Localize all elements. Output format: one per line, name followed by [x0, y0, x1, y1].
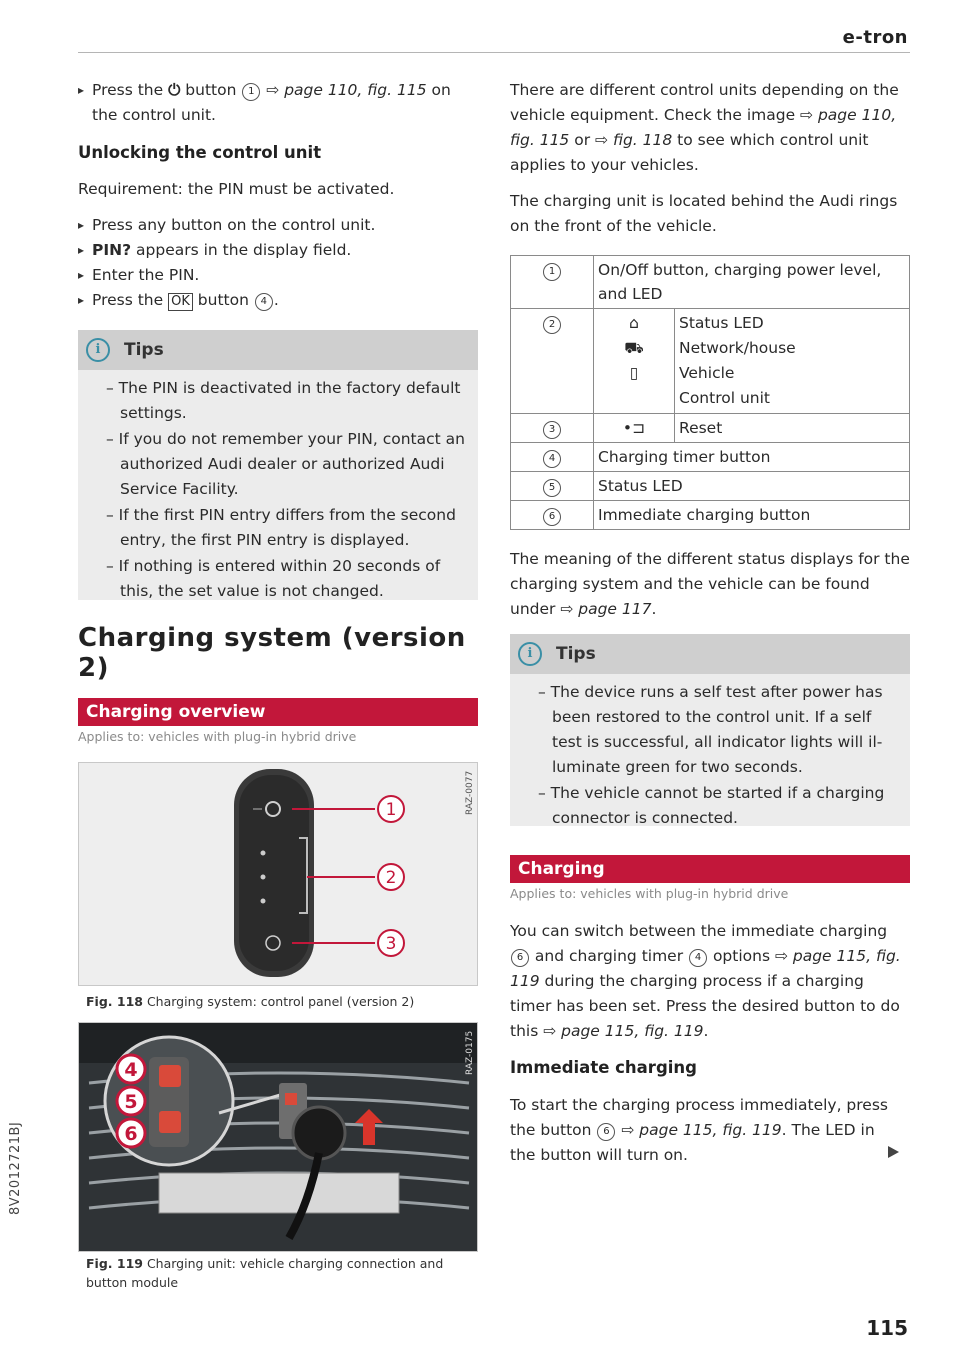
section-title: Charging system (version 2) — [78, 623, 466, 683]
charging-heading-bar: Charging — [510, 855, 910, 883]
switch-options-paragraph: You can switch between the immediate charging 6 and charging timer 4 options ⇨ page 115, fig. 119 during the charging process if a charging timer has been set. Press the desired button to do this ⇨ page 115, fig. 119. — [510, 922, 901, 1040]
step-item: ▸ Press any button on the control unit. — [78, 213, 478, 238]
header-rule — [78, 52, 910, 53]
fig119-callout: 5 — [124, 1091, 138, 1113]
ok-key: OK — [168, 293, 193, 311]
page-ref-link[interactable]: page 115, fig. 119 — [561, 1022, 704, 1040]
figure-119-charging-unit — [78, 1022, 478, 1252]
tip-item: – The PIN is deactivated in the factory default settings. — [106, 379, 461, 422]
control-units-paragraph: There are different control units depending on the vehicle equipment. Check the image ⇨ page 110, fig. 115 or ⇨ fig. 118 to see which control unit applies to your vehicles. — [510, 81, 899, 174]
power-icon: ⏻ — [168, 81, 181, 99]
callout-4: 4 — [255, 293, 273, 311]
status-displays-paragraph: The meaning of the different status displays for the charging system and the vehicle can be found under ⇨ page 117. — [510, 550, 910, 618]
page-ref-link[interactable]: page 115, fig. 119 — [639, 1121, 782, 1139]
figure-code: RAZ-0175 — [465, 1030, 475, 1075]
figure-118-caption: Fig. 118 Charging system: control panel (version 2) — [86, 994, 415, 1009]
overview-heading-bar: Charging overview — [78, 698, 478, 726]
applies-note: Applies to: vehicles with plug-in hybrid drive — [510, 886, 789, 901]
document-code: 8V2012721BJ — [8, 1121, 23, 1215]
tip-item: – If you do not remember your PIN, contact an authorized Audi dealer or authorized Audi Service Facility. — [106, 430, 465, 498]
info-icon: i — [86, 338, 110, 362]
unlock-steps — [78, 213, 478, 313]
callout-1: 1 — [242, 83, 260, 101]
unlock-heading: Unlocking the control unit — [78, 143, 322, 162]
control-panel-illustration — [79, 763, 477, 985]
table-row: 6 Immediate charging button — [511, 501, 910, 530]
fig118-callout: 1 — [385, 800, 397, 820]
control-unit-icon: ▯ — [629, 364, 639, 382]
vehicle-icon: ⛟ — [624, 339, 644, 357]
reset-icon: •⊐ — [594, 414, 675, 443]
charging-unit-location: The charging unit is located behind the Audi rings on the front of the vehicle. — [510, 192, 898, 235]
tips-box — [510, 634, 910, 826]
requirement-text: Requirement: the PIN must be activated. — [78, 180, 395, 198]
immediate-charging-heading: Immediate charging — [510, 1058, 697, 1077]
page-ref-link[interactable]: page 115, fig. 119 — [510, 947, 901, 990]
tip-item: – If nothing is entered within 20 seconds of this, the set value is not changed. — [106, 557, 441, 600]
tip-item: – The device runs a self test after power has been restored to the control unit. If a self test is successful, all indicator lights will illuminate green for two seconds. — [538, 683, 883, 776]
running-header: e-tron — [842, 27, 908, 48]
immediate-charging-paragraph: To start the charging process immediately, press the button 6 ⇨ page 115, fig. 119. The LED in the button will turn on. — [510, 1096, 888, 1164]
page-ref-link[interactable]: page 110, fig. 115 — [510, 106, 897, 149]
charging-unit-illustration — [79, 1023, 477, 1251]
info-icon: i — [518, 642, 542, 666]
table-row: 4 Charging timer button — [511, 443, 910, 472]
figure-119-caption: Fig. 119 Charging unit: vehicle charging connection and button module — [86, 1256, 444, 1290]
tip-item: – The vehicle cannot be started if a charging connector is connected. — [538, 784, 885, 827]
control-legend-table — [510, 255, 910, 530]
tips-header: i Tips — [510, 634, 910, 674]
step-item: ▸ Press the OK button 4 . — [78, 288, 478, 313]
figure-code: RAZ-0077 — [465, 770, 475, 815]
table-row: 1 On/Off button, charging power level, and LED — [511, 256, 910, 309]
continue-arrow-icon — [888, 1146, 899, 1158]
page-ref-link[interactable]: page 110, fig. 115 — [284, 81, 427, 99]
figure-ref-link[interactable]: fig. 118 — [612, 131, 673, 149]
network-house-icon: ⌂ — [629, 314, 639, 332]
table-row: 3 •⊐ Reset — [511, 414, 910, 443]
power-instruction: ▸ Press the ⏻ button 1 ⇨ page 110, fig. 115 on the control unit. — [78, 78, 478, 128]
page-ref-link[interactable]: page 117 — [578, 600, 652, 618]
applies-note: Applies to: vehicles with plug-in hybrid drive — [78, 729, 357, 744]
fig118-callout: 3 — [385, 934, 397, 954]
figure-118-control-panel — [78, 762, 478, 986]
table-row: 2 ⌂ ⛟ ▯ Status LED Network/house Vehicle Control unit — [511, 309, 910, 414]
step-item: ▸ PIN? appears in the display field. — [78, 238, 478, 263]
fig118-callout: 2 — [385, 868, 397, 888]
step-item: ▸ Enter the PIN. — [78, 263, 478, 288]
table-row: 5 Status LED — [511, 472, 910, 501]
tips-header: i Tips — [78, 330, 478, 370]
fig119-callout: 6 — [124, 1123, 138, 1145]
tips-box — [78, 330, 478, 600]
page-number: 115 — [866, 1316, 908, 1340]
fig119-callout: 4 — [124, 1059, 138, 1081]
tip-item: – If the first PIN entry differs from the second entry, the first PIN entry is displayed. — [106, 506, 456, 549]
